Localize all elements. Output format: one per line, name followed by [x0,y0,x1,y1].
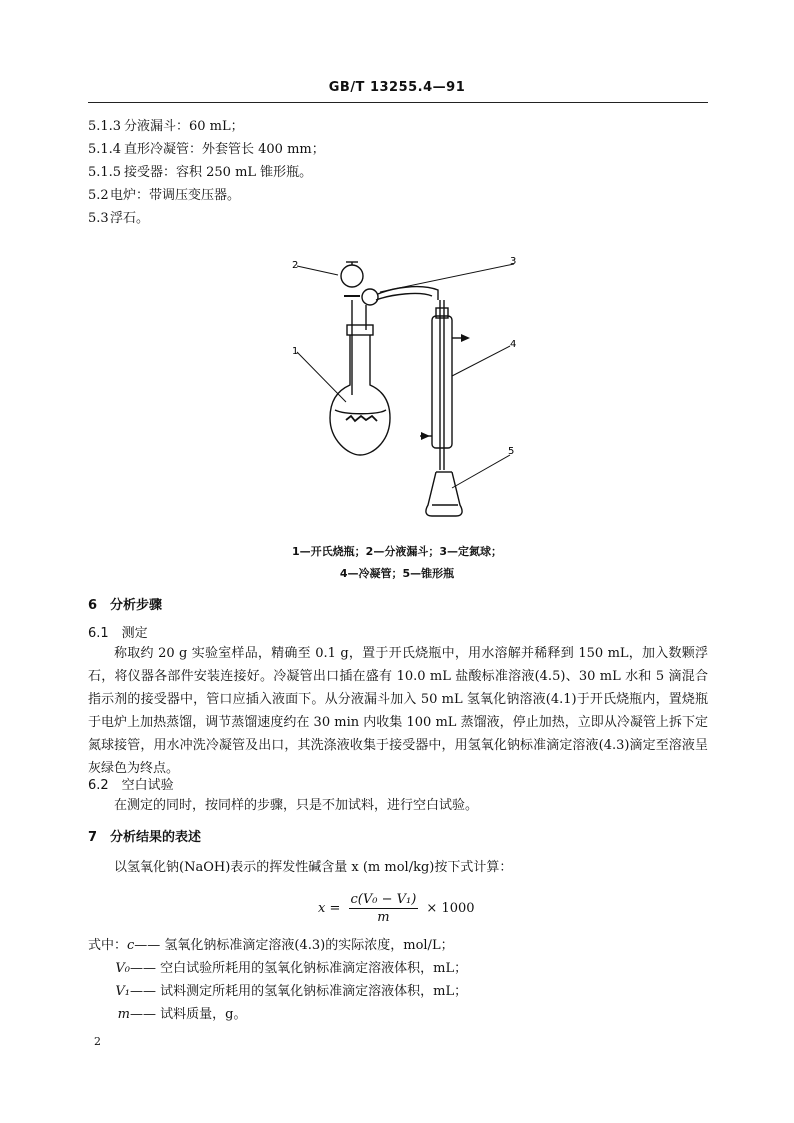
section-heading: 7 分析结果的表述 [88,830,202,845]
variable-definition [88,983,467,1001]
variable-definition [88,937,454,955]
subsection-heading: 6.2 空白试验 [88,778,174,793]
formula-denominator: m [377,910,390,925]
item-text: 分液漏斗：60 mL； [124,119,244,134]
list-item [88,118,244,136]
formula-tail: × 1000 [426,901,475,916]
figure-caption-line2: 4—冷凝管；5—锥形瓶 [339,567,455,580]
variable-symbol: V₁ [115,984,130,999]
list-item [88,164,312,182]
item-text: 电炉：带调压变压器。 [110,188,241,203]
calculation-formula [318,892,475,925]
variable-symbol: V₀ [115,961,130,976]
item-number: 5.3 [88,211,109,226]
page-number: 2 [94,1035,101,1048]
figure-label-1: 1 [292,346,299,357]
variable-desc: —— 试料质量，g。 [130,1007,247,1022]
paragraph-blank-test: 在测定的同时，按同样的步骤，只是不加试料，进行空白试验。 [114,798,479,813]
standard-code-header: GB/T 13255.4—91 [328,80,466,95]
paragraph-procedure: 称取约 20 g 实验室样品，精确至 0.1 g，置于开氏烧瓶中，用水溶解并稀释到 150 mL，加入数颗浮石，将仪器各部件安装连接好。冷凝管出口插在盛有 10.0 mL 盐酸标准溶液(4.5)、30 mL 水和 5 滴混合指示剂的接受器中，管口应插入液面下。从分液漏斗加入 50 mL 氢氧化钠溶液(4.1)于开氏烧瓶内，置烧瓶于电炉上加热蒸馏，调节蒸馏速度约在 30 min 内收集 100 mL 蒸馏液，停止加热，立即从冷凝管上拆下定氮球接管，用水冲洗冷凝管及出口，其洗涤液收集于接受器中，用氢氧化钠标准滴定溶液(4.3)滴定至溶液呈灰绿色为终点。 [88,646,708,776]
item-text: 浮石。 [110,211,150,226]
item-number: 5.1.3 [88,119,122,134]
figure-label-2: 2 [292,260,299,271]
list-item [88,210,149,228]
figure-label-5: 5 [508,446,515,457]
paragraph-intro: 以氢氧化钠(NaOH)表示的挥发性碱含量 x (m mol/kg)按下式计算： [114,860,513,875]
item-text: 直形冷凝管：外套管长 400 mm； [124,142,325,157]
formula-fraction [349,892,419,925]
formula-numerator: c(V₀ − V₁) [350,892,417,907]
variable-symbol: c [127,938,135,953]
item-number: 5.2 [88,188,109,203]
header-rule [88,102,708,103]
figure-label-4: 4 [510,339,517,350]
subsection-heading: 6.1 测定 [88,626,148,641]
list-item [88,141,325,159]
item-number: 5.1.5 [88,165,122,180]
section-heading: 6 分析步骤 [88,598,163,613]
distillation-apparatus-diagram [280,250,530,535]
item-number: 5.1.4 [88,142,122,157]
list-item [88,187,240,205]
variable-symbol: m [117,1007,130,1022]
item-text: 接受器：容积 250 mL 锥形瓶。 [124,165,313,180]
variable-desc: —— 试料测定所耗用的氢氧化钠标准滴定溶液体积，mL； [130,984,468,999]
figure-label-3: 3 [510,256,517,267]
where-prefix: 式中： [88,938,128,953]
variable-desc: —— 空白试验所耗用的氢氧化钠标准滴定溶液体积，mL； [130,961,468,976]
formula-lhs: x = [318,901,341,916]
variable-definition [88,960,467,978]
variable-desc: —— 氢氧化钠标准滴定溶液(4.3)的实际浓度，mol/L； [134,938,454,953]
figure-caption-line1: 1—开氏烧瓶；2—分液漏斗；3—定氮球； [292,545,502,558]
variable-definition [88,1006,246,1024]
